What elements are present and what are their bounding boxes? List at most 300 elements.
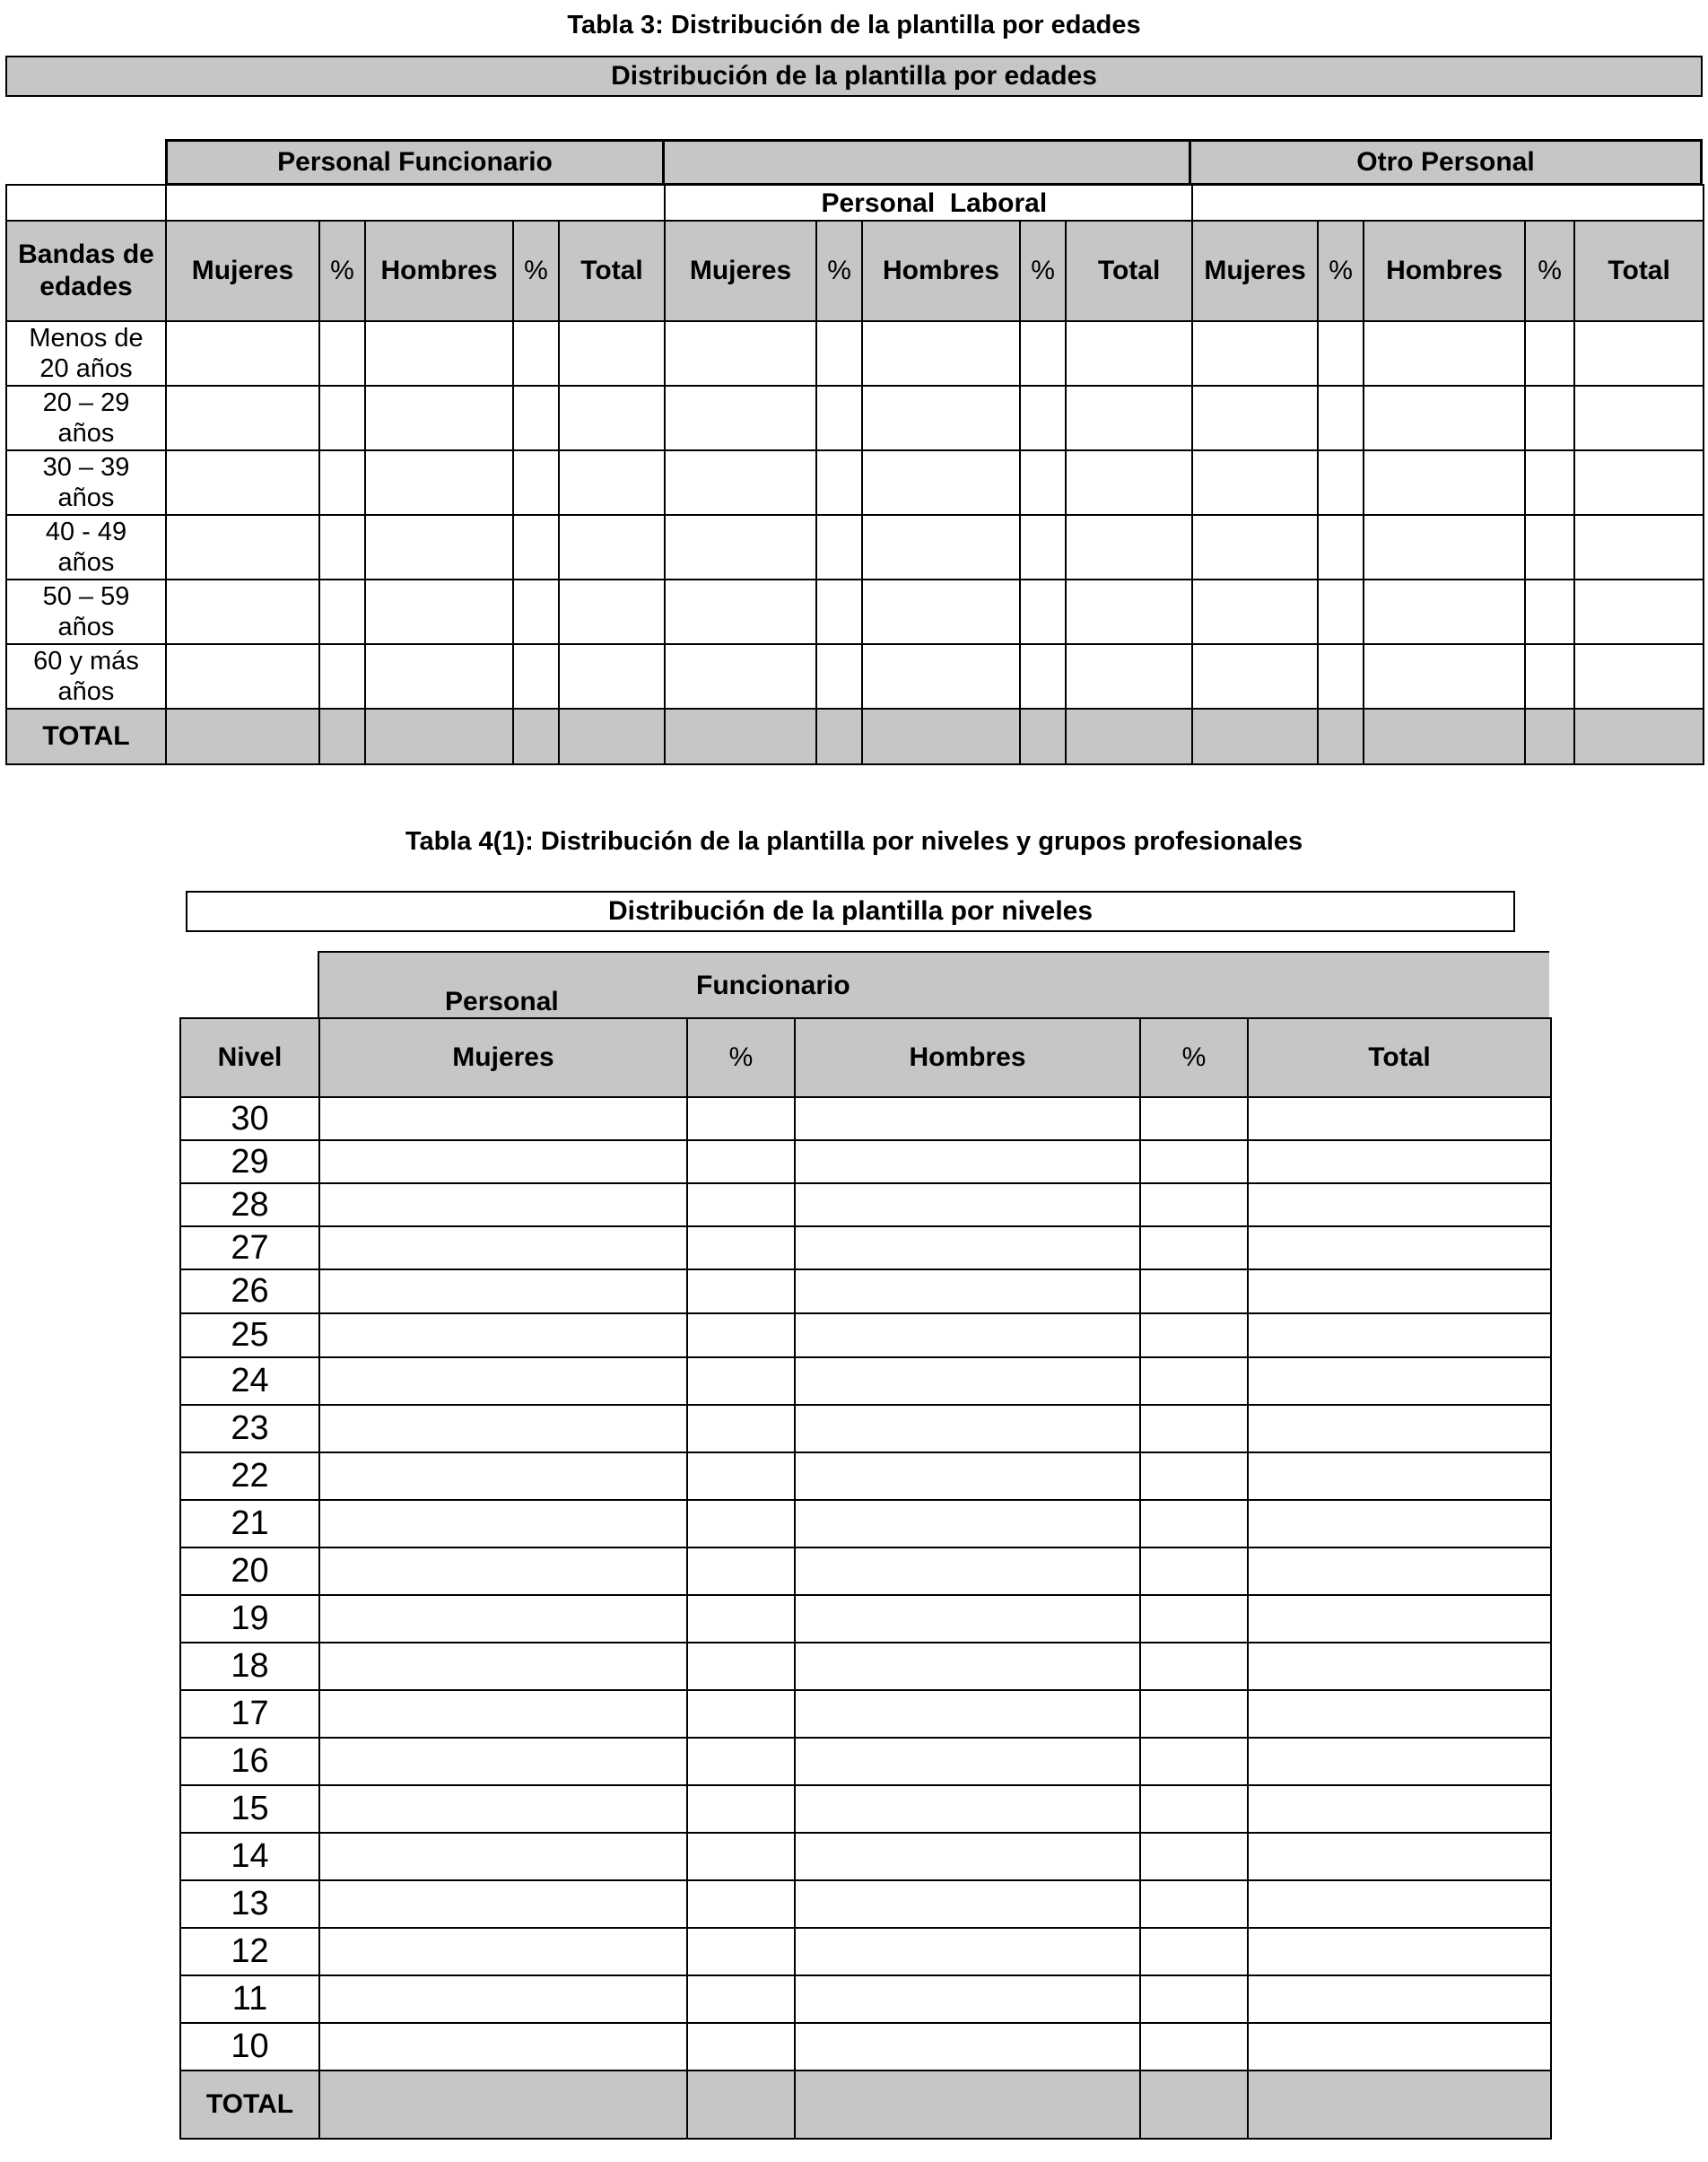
col-header: % bbox=[1318, 221, 1364, 321]
table-row bbox=[180, 1500, 1551, 1547]
table-cell bbox=[665, 515, 816, 580]
table-row bbox=[180, 2023, 1551, 2070]
table-row bbox=[180, 1313, 1551, 1357]
table-cell bbox=[1248, 1595, 1551, 1643]
level-label: 11 bbox=[180, 1975, 319, 2023]
table-cell bbox=[1192, 386, 1318, 450]
table-cell bbox=[1248, 1452, 1551, 1500]
table-cell bbox=[1140, 1833, 1248, 1880]
age-band-label bbox=[6, 321, 166, 386]
table-row bbox=[6, 450, 1704, 515]
table3-header-row bbox=[6, 221, 1704, 321]
table-cell bbox=[1140, 1405, 1248, 1452]
table-cell bbox=[1066, 709, 1192, 764]
table-cell bbox=[862, 386, 1020, 450]
table3-group-laboral bbox=[663, 139, 1190, 218]
table-cell bbox=[513, 321, 559, 386]
table-cell bbox=[795, 1690, 1140, 1738]
age-band-line2: años bbox=[57, 677, 115, 706]
table-cell bbox=[1248, 1500, 1551, 1547]
table-cell bbox=[1248, 1880, 1551, 1928]
table-cell bbox=[862, 644, 1020, 709]
table-cell bbox=[816, 321, 862, 386]
table-cell bbox=[319, 1097, 687, 1140]
age-band-line2: años bbox=[57, 419, 115, 448]
table-cell bbox=[319, 644, 365, 709]
table-cell bbox=[1525, 580, 1574, 644]
age-band-line1: 30 – 39 bbox=[42, 453, 130, 482]
table-cell bbox=[1192, 321, 1318, 386]
level-label: 30 bbox=[180, 1097, 319, 1140]
table-cell bbox=[319, 1183, 687, 1226]
table4-caption: Tabla 4(1): Distribución de la plantilla por niveles y grupos profesionales bbox=[405, 827, 1303, 856]
table-cell bbox=[166, 450, 319, 515]
table-row bbox=[180, 1357, 1551, 1405]
age-band-label bbox=[6, 515, 166, 580]
col-header: Mujeres bbox=[319, 1018, 687, 1097]
table-cell bbox=[1020, 386, 1066, 450]
level-label: 18 bbox=[180, 1643, 319, 1690]
table-cell bbox=[687, 1833, 795, 1880]
table-row bbox=[180, 1833, 1551, 1880]
age-band-line1: 40 - 49 bbox=[45, 518, 127, 546]
age-band-label bbox=[6, 386, 166, 450]
table-cell bbox=[1020, 580, 1066, 644]
table-cell bbox=[1140, 1183, 1248, 1226]
table-cell bbox=[559, 709, 665, 764]
age-band-label bbox=[6, 450, 166, 515]
table-cell bbox=[166, 709, 319, 764]
table-cell bbox=[1140, 1880, 1248, 1928]
table-cell bbox=[1525, 321, 1574, 386]
table-cell bbox=[1066, 450, 1192, 515]
table-cell bbox=[1248, 1313, 1551, 1357]
table-cell bbox=[319, 1975, 687, 2023]
table4-total-row bbox=[180, 2070, 1551, 2139]
table-cell bbox=[1248, 1405, 1551, 1452]
table-cell bbox=[1574, 580, 1704, 644]
level-label: 25 bbox=[180, 1313, 319, 1357]
table-cell bbox=[665, 321, 816, 386]
table-cell bbox=[1066, 580, 1192, 644]
table-cell bbox=[862, 709, 1020, 764]
table-cell bbox=[319, 1547, 687, 1595]
table3-banner bbox=[5, 56, 1703, 97]
level-label: 19 bbox=[180, 1595, 319, 1643]
table-cell bbox=[665, 185, 1192, 221]
table-cell bbox=[1140, 2023, 1248, 2070]
level-label: 17 bbox=[180, 1690, 319, 1738]
table-row bbox=[180, 1643, 1551, 1690]
table-cell bbox=[1318, 709, 1364, 764]
table3-spacer-row bbox=[6, 185, 1704, 221]
table-cell bbox=[1066, 644, 1192, 709]
table-cell bbox=[365, 386, 513, 450]
table-cell bbox=[1140, 1975, 1248, 2023]
table-cell bbox=[1140, 1269, 1248, 1313]
table-cell bbox=[1364, 709, 1525, 764]
table-cell bbox=[1140, 1595, 1248, 1643]
table-cell bbox=[1140, 1643, 1248, 1690]
table-cell bbox=[1525, 450, 1574, 515]
table-cell bbox=[795, 1595, 1140, 1643]
table-cell bbox=[166, 185, 665, 221]
table-cell bbox=[1140, 1500, 1248, 1547]
table-row bbox=[180, 1097, 1551, 1140]
level-label: 23 bbox=[180, 1405, 319, 1452]
table-cell bbox=[1140, 1313, 1248, 1357]
table-cell bbox=[816, 580, 862, 644]
table-cell bbox=[1364, 386, 1525, 450]
table-row bbox=[180, 1547, 1551, 1595]
table-cell bbox=[1574, 515, 1704, 580]
table-cell bbox=[1318, 450, 1364, 515]
table-cell bbox=[559, 644, 665, 709]
col-header: Hombres bbox=[1364, 221, 1525, 321]
table-cell bbox=[1248, 1269, 1551, 1313]
table-row bbox=[180, 1140, 1551, 1183]
table-cell bbox=[1574, 321, 1704, 386]
level-label: 24 bbox=[180, 1357, 319, 1405]
table-cell bbox=[1248, 1690, 1551, 1738]
table-row bbox=[180, 1405, 1551, 1452]
table-cell bbox=[1020, 450, 1066, 515]
table-cell bbox=[1140, 1928, 1248, 1975]
table-cell bbox=[1020, 515, 1066, 580]
table-cell bbox=[319, 515, 365, 580]
level-header: Nivel bbox=[180, 1018, 319, 1097]
table-cell bbox=[687, 1500, 795, 1547]
table-cell bbox=[687, 1928, 795, 1975]
table-row bbox=[180, 1785, 1551, 1833]
table-cell bbox=[1192, 580, 1318, 644]
table-row bbox=[180, 1452, 1551, 1500]
table-cell bbox=[816, 450, 862, 515]
level-label: 15 bbox=[180, 1785, 319, 1833]
age-band-label bbox=[6, 644, 166, 709]
table-cell bbox=[513, 644, 559, 709]
table-cell bbox=[1574, 386, 1704, 450]
table-cell bbox=[1140, 1097, 1248, 1140]
table-cell bbox=[1248, 1928, 1551, 1975]
age-band-line1: 20 – 29 bbox=[42, 388, 130, 417]
table-cell bbox=[687, 1140, 795, 1183]
col-header: % bbox=[1140, 1018, 1248, 1097]
col-header: Mujeres bbox=[166, 221, 319, 321]
table-cell bbox=[687, 2023, 795, 2070]
table-cell bbox=[1364, 321, 1525, 386]
table-cell bbox=[687, 1226, 795, 1269]
table-cell bbox=[1066, 515, 1192, 580]
level-label: 14 bbox=[180, 1833, 319, 1880]
table-cell bbox=[365, 709, 513, 764]
table-cell bbox=[665, 450, 816, 515]
table-cell bbox=[1525, 386, 1574, 450]
age-band-label bbox=[6, 580, 166, 644]
table-row bbox=[180, 1975, 1551, 2023]
level-label: 29 bbox=[180, 1140, 319, 1183]
table4-group-header bbox=[318, 951, 1549, 1019]
table-cell bbox=[365, 450, 513, 515]
table4-group-personal: Personal bbox=[445, 987, 559, 1016]
table-cell bbox=[795, 1833, 1140, 1880]
table-cell bbox=[795, 1928, 1140, 1975]
table-cell bbox=[319, 1269, 687, 1313]
table-cell bbox=[1248, 1183, 1551, 1226]
table3-group-funcionario bbox=[165, 139, 664, 186]
table-cell bbox=[559, 580, 665, 644]
table-cell bbox=[1248, 1357, 1551, 1405]
table-cell bbox=[795, 2023, 1140, 2070]
band-header: Bandas de edades bbox=[6, 221, 166, 321]
table-cell bbox=[319, 1357, 687, 1405]
col-header: Total bbox=[1248, 1018, 1551, 1097]
table3-group-otro-label: Otro Personal bbox=[1356, 147, 1535, 177]
table-cell bbox=[1140, 1785, 1248, 1833]
table-cell bbox=[559, 386, 665, 450]
table-cell bbox=[319, 1833, 687, 1880]
table-row bbox=[6, 386, 1704, 450]
col-header: % bbox=[687, 1018, 795, 1097]
table-row bbox=[180, 1226, 1551, 1269]
table4-group-funcionario: Funcionario bbox=[696, 971, 850, 1000]
table-cell bbox=[1192, 450, 1318, 515]
col-header: Total bbox=[1066, 221, 1192, 321]
table-cell bbox=[1364, 450, 1525, 515]
table-cell bbox=[795, 2070, 1140, 2139]
table-cell bbox=[862, 450, 1020, 515]
table-cell bbox=[687, 1690, 795, 1738]
table-cell bbox=[559, 321, 665, 386]
table-cell bbox=[687, 1547, 795, 1595]
table-cell bbox=[1318, 515, 1364, 580]
table-cell bbox=[862, 321, 1020, 386]
table-cell bbox=[687, 1880, 795, 1928]
table-cell bbox=[166, 386, 319, 450]
table3-group-laboral-label: Personal Laboral bbox=[821, 188, 1048, 218]
table-cell bbox=[1525, 644, 1574, 709]
table-cell bbox=[687, 1975, 795, 2023]
table-cell bbox=[687, 1452, 795, 1500]
table-cell bbox=[687, 1738, 795, 1785]
level-label: 12 bbox=[180, 1928, 319, 1975]
table-cell bbox=[6, 185, 166, 221]
table3-group-funcionario-label: Personal Funcionario bbox=[277, 147, 553, 177]
table3-caption: Tabla 3: Distribución de la plantilla por edades bbox=[567, 11, 1141, 39]
table-cell bbox=[1525, 709, 1574, 764]
table-cell bbox=[687, 1357, 795, 1405]
table-cell bbox=[687, 1313, 795, 1357]
table-row bbox=[6, 321, 1704, 386]
table-cell bbox=[795, 1269, 1140, 1313]
table-cell bbox=[1140, 1357, 1248, 1405]
table-cell bbox=[319, 1226, 687, 1269]
table-cell bbox=[319, 1595, 687, 1643]
table-row bbox=[180, 1690, 1551, 1738]
table-cell bbox=[1364, 515, 1525, 580]
table-cell bbox=[1192, 185, 1704, 221]
level-label: 26 bbox=[180, 1269, 319, 1313]
table-cell bbox=[1525, 515, 1574, 580]
table3-group-otro bbox=[1190, 139, 1703, 186]
total-label: TOTAL bbox=[6, 709, 166, 764]
table-cell bbox=[862, 580, 1020, 644]
table-cell bbox=[816, 515, 862, 580]
table-cell bbox=[1140, 1690, 1248, 1738]
age-band-line2: años bbox=[57, 613, 115, 641]
table-cell bbox=[166, 321, 319, 386]
table-cell bbox=[319, 1452, 687, 1500]
table-cell bbox=[319, 1643, 687, 1690]
table-cell bbox=[795, 1547, 1140, 1595]
table-cell bbox=[319, 2023, 687, 2070]
table-cell bbox=[1066, 321, 1192, 386]
table-cell bbox=[319, 386, 365, 450]
table-cell bbox=[795, 1226, 1140, 1269]
level-label: 10 bbox=[180, 2023, 319, 2070]
table-cell bbox=[1192, 709, 1318, 764]
table-cell bbox=[1066, 386, 1192, 450]
table-cell bbox=[795, 1357, 1140, 1405]
table-cell bbox=[795, 1313, 1140, 1357]
table-cell bbox=[795, 1643, 1140, 1690]
table-cell bbox=[1140, 1452, 1248, 1500]
table-cell bbox=[365, 515, 513, 580]
table-cell bbox=[1318, 386, 1364, 450]
col-header: Mujeres bbox=[1192, 221, 1318, 321]
col-header: Mujeres bbox=[665, 221, 816, 321]
level-label: 16 bbox=[180, 1738, 319, 1785]
table-cell bbox=[319, 1140, 687, 1183]
age-band-line2: 20 años bbox=[39, 354, 133, 383]
col-header: % bbox=[816, 221, 862, 321]
table-cell bbox=[166, 580, 319, 644]
table-cell bbox=[687, 1595, 795, 1643]
table-cell bbox=[513, 450, 559, 515]
table-cell bbox=[1248, 1833, 1551, 1880]
table-cell bbox=[1318, 321, 1364, 386]
table-cell bbox=[687, 1269, 795, 1313]
table-cell bbox=[365, 321, 513, 386]
table-cell bbox=[1192, 515, 1318, 580]
table-cell bbox=[1248, 1547, 1551, 1595]
table3-grid bbox=[5, 184, 1704, 765]
table-cell bbox=[687, 1643, 795, 1690]
table-cell bbox=[319, 1313, 687, 1357]
table-cell bbox=[795, 1140, 1140, 1183]
table-cell bbox=[513, 580, 559, 644]
level-label: 13 bbox=[180, 1880, 319, 1928]
table-cell bbox=[1248, 1643, 1551, 1690]
table4-banner bbox=[186, 891, 1515, 932]
col-header: Hombres bbox=[365, 221, 513, 321]
level-label: 28 bbox=[180, 1183, 319, 1226]
table-cell bbox=[1318, 644, 1364, 709]
table-cell bbox=[795, 1500, 1140, 1547]
table-cell bbox=[1248, 2070, 1551, 2139]
table-cell bbox=[1248, 1226, 1551, 1269]
table-cell bbox=[1248, 1785, 1551, 1833]
table-cell bbox=[816, 709, 862, 764]
table-cell bbox=[1574, 450, 1704, 515]
col-header: % bbox=[1525, 221, 1574, 321]
table-cell bbox=[559, 515, 665, 580]
table-cell bbox=[319, 1785, 687, 1833]
table-cell bbox=[795, 1405, 1140, 1452]
table-cell bbox=[1574, 709, 1704, 764]
table-row bbox=[180, 1880, 1551, 1928]
col-header: % bbox=[1020, 221, 1066, 321]
table-row bbox=[6, 644, 1704, 709]
table-cell bbox=[1318, 580, 1364, 644]
table-row bbox=[180, 1269, 1551, 1313]
table-row bbox=[180, 1595, 1551, 1643]
table-cell bbox=[319, 450, 365, 515]
age-band-line1: 60 y más bbox=[33, 647, 139, 676]
table-cell bbox=[1248, 2023, 1551, 2070]
table-cell bbox=[1364, 580, 1525, 644]
table-cell bbox=[1248, 1097, 1551, 1140]
table-cell bbox=[862, 515, 1020, 580]
table-cell bbox=[1364, 644, 1525, 709]
table-cell bbox=[513, 709, 559, 764]
table-row bbox=[6, 580, 1704, 644]
table-cell bbox=[319, 1738, 687, 1785]
table-cell bbox=[816, 644, 862, 709]
level-label: 20 bbox=[180, 1547, 319, 1595]
level-label: 21 bbox=[180, 1500, 319, 1547]
table-cell bbox=[1192, 644, 1318, 709]
col-header: Total bbox=[1574, 221, 1704, 321]
level-label: 22 bbox=[180, 1452, 319, 1500]
table-cell bbox=[687, 1785, 795, 1833]
table-row bbox=[180, 1183, 1551, 1226]
total-label: TOTAL bbox=[180, 2070, 319, 2139]
table-cell bbox=[816, 386, 862, 450]
table-cell bbox=[795, 1452, 1140, 1500]
col-header: Total bbox=[559, 221, 665, 321]
col-header: % bbox=[513, 221, 559, 321]
table3-total-row bbox=[6, 709, 1704, 764]
table-cell bbox=[319, 1405, 687, 1452]
table-cell bbox=[795, 1183, 1140, 1226]
table-cell bbox=[795, 1880, 1140, 1928]
table-cell bbox=[319, 1690, 687, 1738]
table-row bbox=[180, 1738, 1551, 1785]
col-header: Hombres bbox=[862, 221, 1020, 321]
table-cell bbox=[365, 580, 513, 644]
table-cell bbox=[1574, 644, 1704, 709]
table-cell bbox=[1248, 1140, 1551, 1183]
table-cell bbox=[319, 709, 365, 764]
level-label: 27 bbox=[180, 1226, 319, 1269]
table4-grid bbox=[179, 1017, 1552, 2140]
table-cell bbox=[665, 709, 816, 764]
col-header: Hombres bbox=[795, 1018, 1140, 1097]
table-row bbox=[6, 515, 1704, 580]
table-cell bbox=[1020, 709, 1066, 764]
table-cell bbox=[1140, 1547, 1248, 1595]
table-cell bbox=[1140, 1738, 1248, 1785]
table-cell bbox=[513, 386, 559, 450]
table-cell bbox=[166, 644, 319, 709]
table-cell bbox=[319, 1500, 687, 1547]
table-cell bbox=[687, 2070, 795, 2139]
table-cell bbox=[795, 1738, 1140, 1785]
table-cell bbox=[319, 1928, 687, 1975]
age-band-line1: Menos de bbox=[29, 324, 144, 353]
table-cell bbox=[687, 1183, 795, 1226]
